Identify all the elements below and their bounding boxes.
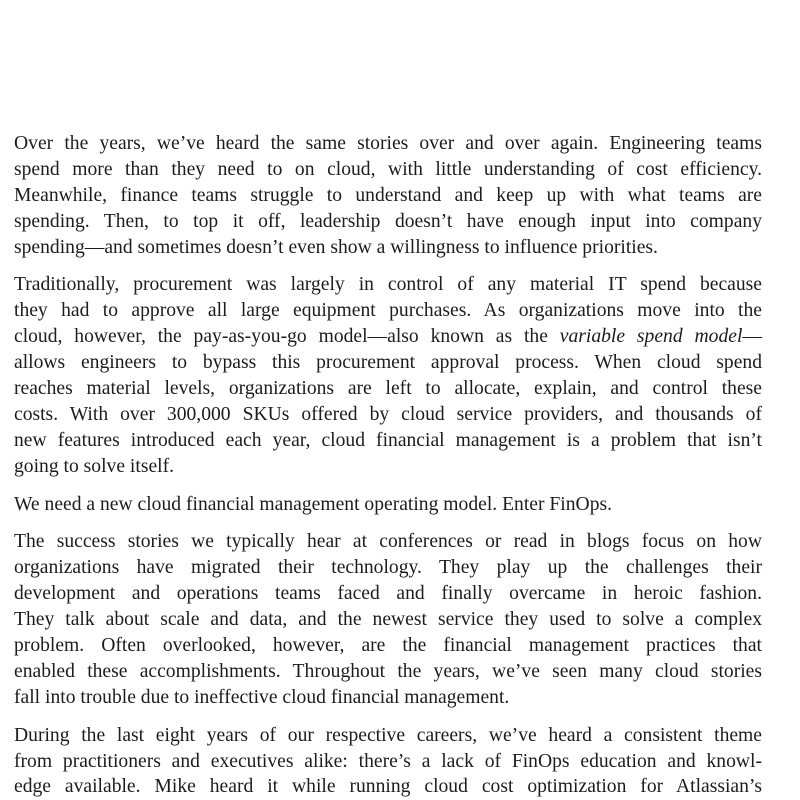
text-line: spend more than they need to on cloud, with little understanding of cost efficiency. xyxy=(14,158,762,180)
paragraph-gap xyxy=(14,260,762,272)
text-span: cloud, however, the pay-as-you-go model—also known as the xyxy=(14,326,560,348)
text-line xyxy=(14,324,762,350)
text-line: They talk about scale and data, and the newest service they used to solve a complex xyxy=(14,609,762,631)
paragraph xyxy=(14,492,762,518)
text-line: Over the years, we’ve heard the same stories over and over again. Engineering teams xyxy=(14,133,762,154)
text-line: Meanwhile, finance teams struggle to understand and keep up with what teams are xyxy=(14,184,762,206)
paragraph-gap xyxy=(14,517,762,529)
text-line: During the last eight years of our respective careers, we’ve heard a consistent theme xyxy=(14,724,762,746)
text-line: going to solve itself. xyxy=(14,455,175,477)
text-line: allows engineers to bypass this procurement approval process. When cloud spend xyxy=(14,352,762,374)
text-line: Traditionally, procurement was largely in control of any material IT spend because xyxy=(14,274,762,296)
text-line: costs. With over 300,000 SKUs offered by cloud service providers, and thousands of xyxy=(14,403,762,425)
text-line: edge available. Mike heard it while running cloud cost optimization for Atlassian’s xyxy=(14,776,762,798)
text-line: fall into trouble due to ineffective cloud financial management. xyxy=(14,686,510,708)
text-line: problem. Often overlooked, however, are the financial management practices that xyxy=(14,635,762,657)
text-line: The success stories we typically hear at conferences or read in blogs focus on how xyxy=(14,531,762,553)
paragraph xyxy=(14,529,762,710)
text-line: spending. Then, to top it off, leadership doesn’t have enough input into company xyxy=(14,210,762,232)
emphasized-term: variable spend model xyxy=(559,326,743,348)
text-line: they had to approve all large equipment purchases. As organizations move into the xyxy=(14,300,762,322)
paragraph-gap xyxy=(14,711,762,723)
text-line: development and operations teams faced and finally overcame in heroic fashion. xyxy=(14,583,762,605)
text-line: new features introduced each year, cloud financial management is a problem that isn’t xyxy=(14,429,762,451)
text-line: from practitioners and executives alike: there’s a lack of FinOps education and knowl- xyxy=(14,750,762,772)
body-text xyxy=(14,131,762,800)
text-line: spending—and sometimes doesn’t even show a willingness to influence priorities. xyxy=(14,236,658,258)
text-line: reaches material levels, organizations are left to allocate, explain, and control these xyxy=(14,378,762,400)
text-line: organizations have migrated their technology. They play up the challenges their xyxy=(14,557,762,579)
paragraph-gap xyxy=(14,480,762,492)
text-line: enabled these accomplishments. Throughout the years, we’ve seen many cloud stories xyxy=(14,660,762,682)
text-line: We need a new cloud financial management operating model. Enter FinOps. xyxy=(14,493,613,515)
text-span: — xyxy=(742,326,762,348)
paragraph xyxy=(14,723,762,800)
paragraph xyxy=(14,131,762,260)
paragraph xyxy=(14,272,762,479)
